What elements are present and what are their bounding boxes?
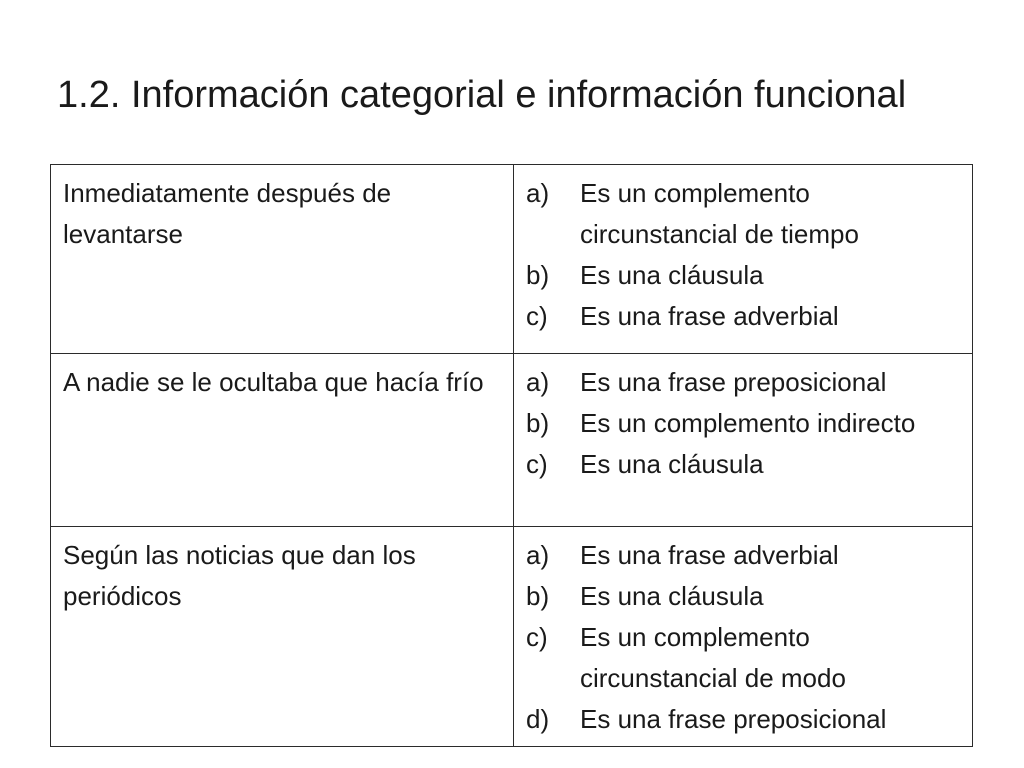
option-text: Es una frase adverbial [580, 301, 839, 331]
option-text: Es una cláusula [580, 449, 764, 479]
option-text: Es una frase preposicional [580, 367, 887, 397]
option-list [526, 173, 962, 337]
option-text: Es un complemento indirecto [580, 408, 916, 438]
list-item [526, 173, 962, 255]
options-cell [514, 527, 973, 747]
phrase-cell: Según las noticias que dan los periódicos [51, 527, 514, 747]
option-letter: b) [526, 408, 550, 438]
list-item [526, 576, 962, 617]
option-text: Es una cláusula [580, 260, 764, 290]
option-letter: c) [526, 449, 548, 479]
option-letter: c) [526, 622, 548, 652]
option-letter: b) [526, 581, 550, 611]
list-item [526, 403, 962, 444]
option-letter: d) [526, 704, 550, 734]
option-letter: a) [526, 178, 550, 208]
list-item [526, 617, 962, 699]
table-row [51, 354, 973, 527]
list-item [526, 444, 962, 485]
list-item [526, 535, 962, 576]
slide-title: 1.2. Información categorial e información funcional [57, 74, 907, 116]
phrase-cell: Inmediatamente después de levantarse [51, 165, 514, 354]
option-letter: b) [526, 260, 550, 290]
table-row [51, 527, 973, 747]
phrase-cell: A nadie se le ocultaba que hacía frío [51, 354, 514, 527]
option-list [526, 362, 962, 485]
option-text: Es una frase preposicional [580, 704, 887, 734]
list-item [526, 296, 962, 337]
list-item [526, 362, 962, 403]
option-letter: c) [526, 301, 548, 331]
option-text: Es un complemento circunstancial de modo [580, 622, 846, 693]
option-letter: a) [526, 367, 550, 397]
option-letter: a) [526, 540, 550, 570]
quiz-table [50, 164, 973, 747]
table-row [51, 165, 973, 354]
option-text: Es un complemento circunstancial de tiempo [580, 178, 859, 249]
option-text: Es una frase adverbial [580, 540, 839, 570]
options-cell [514, 165, 973, 354]
list-item [526, 699, 962, 740]
option-list [526, 535, 962, 740]
option-text: Es una cláusula [580, 581, 764, 611]
options-cell [514, 354, 973, 527]
list-item [526, 255, 962, 296]
